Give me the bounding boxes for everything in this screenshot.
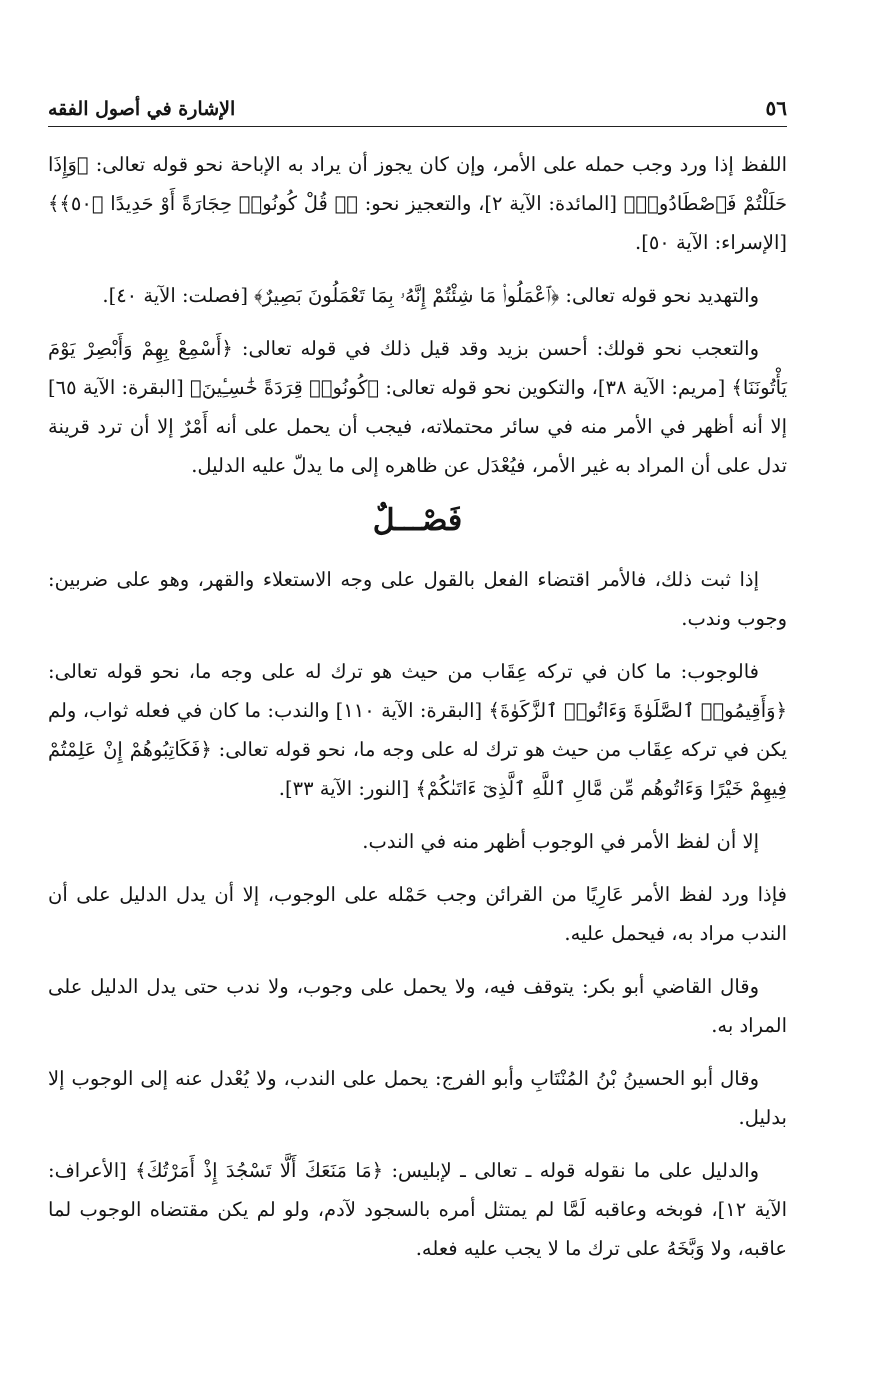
paragraph-evidence: والدليل على ما نقوله قوله ـ تعالى ـ لإبليس: ﴿مَا مَنَعَكَ أَلَّا تَسْجُدَ إِذْ أَمَرْتُكَ﴾ [الأعراف: الآية ١٢]، فوبخه وعاقبه لَمَّا لم يمتثل أمره بالسجود لآدم، ولو لم يكن مقتضاه الوجوب لما عاقبه، ولا وَبَّخَهُ على ترك ما لا يجب عليه فعله. [48, 1159, 787, 1260]
running-title: الإشارة في أصول الفقه [48, 98, 236, 120]
paragraph-default: فإذا ورد لفظ الأمر عَارِيًا من القرائن وجب حَمْله على الوجوب، إلا أن يدل الدليل على أن الندب مراد به، فيحمل عليه. [48, 883, 787, 945]
paragraph-definition: إذا ثبت ذلك، فالأمر اقتضاء الفعل بالقول على وجه الاستعلاء والقهر، وهو على ضربين: وجوب وندب. [48, 568, 787, 630]
paragraph-permissibility: اللفظ إذا ورد وجب حمله على الأمر، وإن كان يجوز أن يراد به الإباحة نحو قوله تعالى: ﴿وَإِذَا حَلَلْتُمْ فَٱصْطَادُوا۟﴾ [المائدة: الآية ٢]، والتعجيز نحو: ﴿۞ قُلْ كُونُوا۟ حِجَارَةً أَوْ حَدِيدًا ﴿٥٠﴾﴾ [الإسراء: الآية ٥٠]. [48, 153, 787, 254]
paragraph-obligation: فالوجوب: ما كان في تركه عِقَاب من حيث هو ترك له على وجه ما، نحو قوله تعالى: ﴿وَأَقِيمُوا۟ ٱلصَّلَوٰةَ وَءَاتُوا۟ ٱلزَّكَوٰةَ﴾ [البقرة: الآية ١١٠] والندب: ما كان في فعله ثواب، ولم يكن في تركه عِقَاب من حيث هو ترك له على وجه ما، نحو قوله تعالى: ﴿فَكَاتِبُوهُمْ إِنْ عَلِمْتُمْ فِيهِمْ خَيْرًا وَءَاتُوهُم مِّن مَّالِ ٱللَّهِ ٱلَّذِىٓ ءَاتَىٰكُمْ﴾ [النور: الآية ٣٣]. [48, 660, 787, 800]
paragraph-qadi: وقال القاضي أبو بكر: يتوقف فيه، ولا يحمل على وجوب، ولا ندب حتى يدل الدليل على المراد به. [48, 975, 787, 1037]
page-number: ٥٦ [765, 96, 787, 120]
section-title: فَصْـــلٌ [372, 503, 463, 538]
paragraph-ibn-muntab: وقال أبو الحسينُ بْنُ المُنْتَابِ وأبو الفرج: يحمل على الندب، ولا يُعْدل عنه إلى الوجوب إلا بدليل. [48, 1067, 787, 1129]
paragraph-threat: والتهديد نحو قوله تعالى: ﴿ٱعْمَلُوا۟ مَا شِئْتُمْ إِنَّهُۥ بِمَا تَعْمَلُونَ بَصِيرٌ﴾ [فصلت: الآية ٤٠]. [102, 284, 759, 307]
page-header [48, 96, 787, 127]
paragraph-preference: إلا أن لفظ الأمر في الوجوب أظهر منه في الندب. [362, 830, 759, 853]
paragraph-wonder: والتعجب نحو قولك: أحسن بزيد وقد قيل ذلك في قوله تعالى: ﴿أَسْمِعْ بِهِمْ وَأَبْصِرْ يَوْمَ يَأْتُونَنَا﴾ [مريم: الآية ٣٨]، والتكوين نحو قوله تعالى: ﴿كُونُوا۟ قِرَدَةً خَٰسِـِٔينَ﴾ [البقرة: الآية ٦٥] إلا أنه أظهر في الأمر منه في سائر محتملاته، فيجب أن يحمل على أنه أَمْرٌ إلا أن ترد قرينة تدل على أن المراد به غير الأمر، فيُعْدَل عن ظاهره إلى ما يدلّ عليه الدليل. [48, 337, 787, 477]
